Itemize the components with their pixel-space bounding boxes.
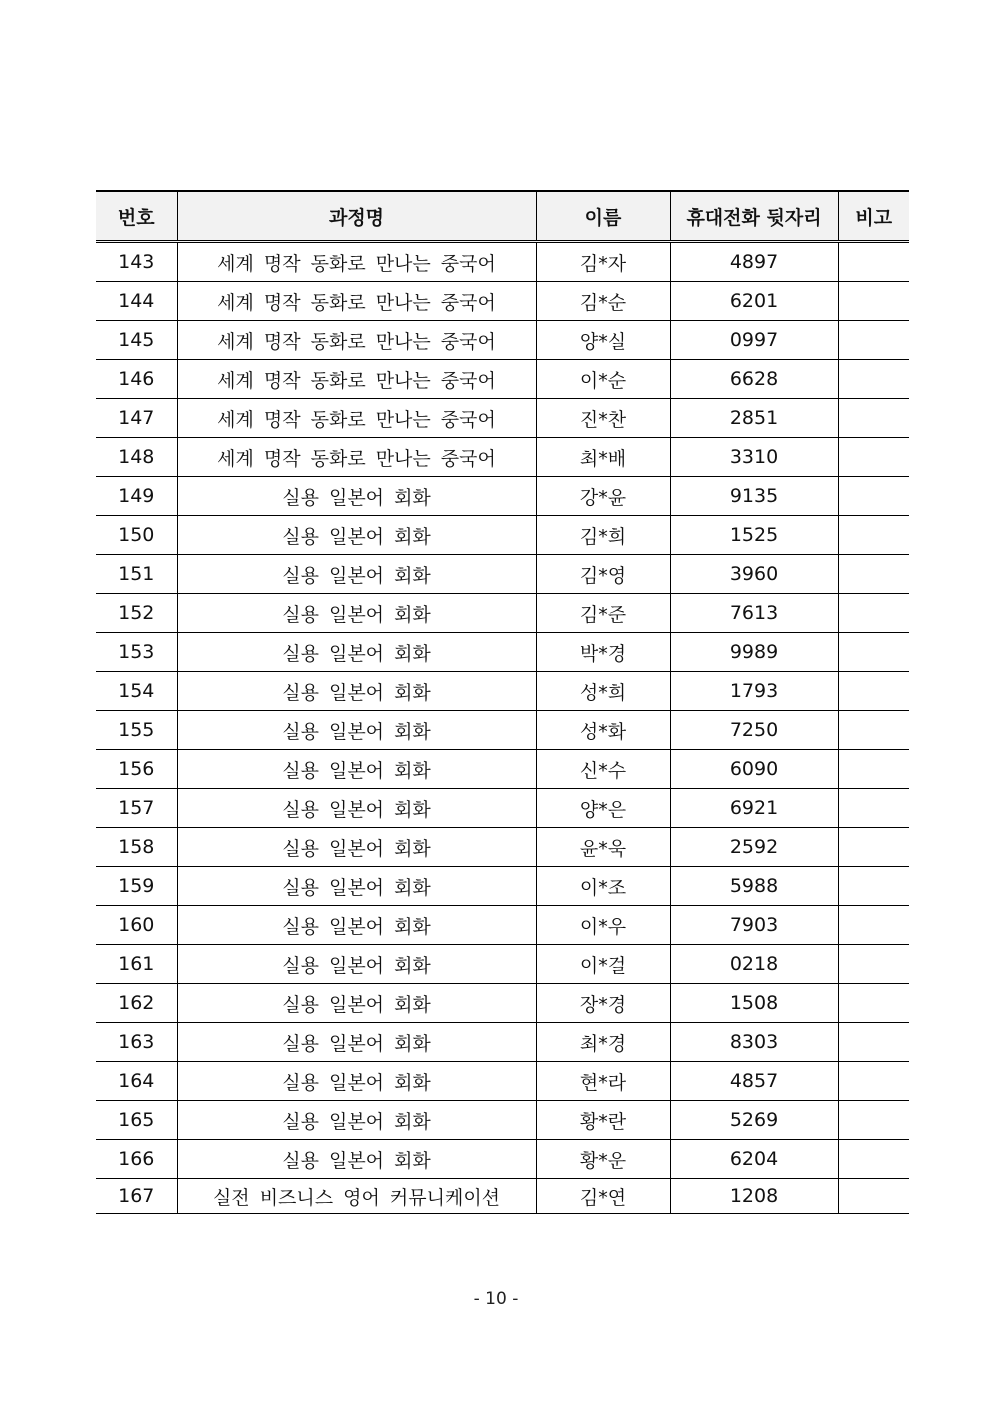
cell-phone-last: 3310 [670, 438, 838, 477]
cell-course: 실용 일본어 회화 [177, 672, 536, 711]
cell-name: 김*희 [536, 516, 670, 555]
cell-name: 황*운 [536, 1140, 670, 1179]
cell-number: 154 [96, 672, 177, 711]
cell-name: 김*준 [536, 594, 670, 633]
cell-course: 실용 일본어 회화 [177, 555, 536, 594]
cell-number: 153 [96, 633, 177, 672]
cell-number: 148 [96, 438, 177, 477]
cell-phone-last: 6204 [670, 1140, 838, 1179]
cell-course: 실전 비즈니스 영어 커뮤니케이션 [177, 1179, 536, 1214]
table-row [96, 242, 909, 282]
cell-course: 세계 명작 동화로 만나는 중국어 [177, 438, 536, 477]
cell-number: 155 [96, 711, 177, 750]
cell-number: 158 [96, 828, 177, 867]
cell-course: 실용 일본어 회화 [177, 789, 536, 828]
cell-name: 윤*욱 [536, 828, 670, 867]
cell-course: 실용 일본어 회화 [177, 906, 536, 945]
cell-note [838, 360, 909, 399]
cell-number: 160 [96, 906, 177, 945]
cell-name: 양*은 [536, 789, 670, 828]
cell-course: 실용 일본어 회화 [177, 1101, 536, 1140]
cell-phone-last: 5269 [670, 1101, 838, 1140]
cell-phone-last: 4897 [670, 242, 838, 282]
cell-number: 166 [96, 1140, 177, 1179]
cell-note [838, 555, 909, 594]
cell-note [838, 867, 909, 906]
cell-note [838, 633, 909, 672]
table-row [96, 633, 909, 672]
cell-note [838, 906, 909, 945]
cell-name: 양*실 [536, 321, 670, 360]
cell-phone-last: 6628 [670, 360, 838, 399]
cell-number: 150 [96, 516, 177, 555]
cell-name: 이*우 [536, 906, 670, 945]
cell-name: 장*경 [536, 984, 670, 1023]
table-row [96, 828, 909, 867]
cell-name: 김*순 [536, 282, 670, 321]
header-row [96, 191, 909, 242]
cell-number: 161 [96, 945, 177, 984]
cell-name: 최*경 [536, 1023, 670, 1062]
table-header [96, 191, 909, 242]
cell-note [838, 945, 909, 984]
cell-name: 현*라 [536, 1062, 670, 1101]
cell-phone-last: 1793 [670, 672, 838, 711]
cell-note [838, 242, 909, 282]
cell-phone-last: 0997 [670, 321, 838, 360]
cell-course: 세계 명작 동화로 만나는 중국어 [177, 360, 536, 399]
cell-number: 165 [96, 1101, 177, 1140]
header-note: 비고 [838, 191, 909, 242]
cell-number: 143 [96, 242, 177, 282]
cell-number: 151 [96, 555, 177, 594]
table-row [96, 945, 909, 984]
cell-number: 162 [96, 984, 177, 1023]
cell-number: 157 [96, 789, 177, 828]
cell-phone-last: 2851 [670, 399, 838, 438]
cell-note [838, 828, 909, 867]
cell-phone-last: 6921 [670, 789, 838, 828]
cell-phone-last: 9135 [670, 477, 838, 516]
cell-phone-last: 3960 [670, 555, 838, 594]
cell-course: 실용 일본어 회화 [177, 945, 536, 984]
cell-name: 황*란 [536, 1101, 670, 1140]
cell-name: 신*수 [536, 750, 670, 789]
cell-course: 실용 일본어 회화 [177, 516, 536, 555]
cell-name: 김*자 [536, 242, 670, 282]
cell-phone-last: 1508 [670, 984, 838, 1023]
cell-course: 실용 일본어 회화 [177, 867, 536, 906]
cell-course: 실용 일본어 회화 [177, 477, 536, 516]
cell-name: 성*화 [536, 711, 670, 750]
cell-number: 163 [96, 1023, 177, 1062]
cell-number: 147 [96, 399, 177, 438]
table-row [96, 555, 909, 594]
cell-name: 김*연 [536, 1179, 670, 1214]
cell-number: 149 [96, 477, 177, 516]
table-row [96, 711, 909, 750]
cell-number: 164 [96, 1062, 177, 1101]
cell-phone-last: 6090 [670, 750, 838, 789]
cell-note [838, 1179, 909, 1214]
page-number: - 10 - [473, 1289, 519, 1309]
cell-note [838, 516, 909, 555]
cell-number: 159 [96, 867, 177, 906]
table-row [96, 984, 909, 1023]
cell-name: 이*순 [536, 360, 670, 399]
cell-course: 실용 일본어 회화 [177, 1140, 536, 1179]
cell-note [838, 1101, 909, 1140]
cell-note [838, 672, 909, 711]
cell-course: 세계 명작 동화로 만나는 중국어 [177, 321, 536, 360]
cell-course: 실용 일본어 회화 [177, 1062, 536, 1101]
table-row [96, 594, 909, 633]
cell-note [838, 321, 909, 360]
cell-number: 146 [96, 360, 177, 399]
table-row [96, 1062, 909, 1101]
cell-phone-last: 8303 [670, 1023, 838, 1062]
cell-phone-last: 7250 [670, 711, 838, 750]
table-row [96, 1023, 909, 1062]
cell-note [838, 438, 909, 477]
cell-note [838, 1140, 909, 1179]
table-row [96, 1140, 909, 1179]
cell-note [838, 1023, 909, 1062]
table-row [96, 750, 909, 789]
cell-note [838, 1062, 909, 1101]
cell-course: 세계 명작 동화로 만나는 중국어 [177, 399, 536, 438]
cell-name: 강*윤 [536, 477, 670, 516]
table-body [96, 242, 909, 1214]
cell-phone-last: 6201 [670, 282, 838, 321]
table-row [96, 321, 909, 360]
table-row [96, 1101, 909, 1140]
cell-phone-last: 0218 [670, 945, 838, 984]
cell-course: 실용 일본어 회화 [177, 828, 536, 867]
header-number: 번호 [96, 191, 177, 242]
cell-name: 최*배 [536, 438, 670, 477]
table-row [96, 672, 909, 711]
header-name: 이름 [536, 191, 670, 242]
cell-number: 152 [96, 594, 177, 633]
cell-phone-last: 5988 [670, 867, 838, 906]
cell-name: 진*찬 [536, 399, 670, 438]
cell-course: 실용 일본어 회화 [177, 1023, 536, 1062]
cell-number: 156 [96, 750, 177, 789]
cell-phone-last: 7613 [670, 594, 838, 633]
cell-course: 세계 명작 동화로 만나는 중국어 [177, 282, 536, 321]
cell-name: 이*조 [536, 867, 670, 906]
table-row [96, 360, 909, 399]
table-row [96, 438, 909, 477]
cell-note [838, 594, 909, 633]
table-row [96, 906, 909, 945]
table-row [96, 477, 909, 516]
cell-course: 실용 일본어 회화 [177, 711, 536, 750]
cell-note [838, 984, 909, 1023]
cell-note [838, 477, 909, 516]
header-phone-last: 휴대전화 뒷자리 [670, 191, 838, 242]
table-row [96, 789, 909, 828]
cell-name: 성*희 [536, 672, 670, 711]
cell-phone-last: 9989 [670, 633, 838, 672]
cell-note [838, 750, 909, 789]
cell-number: 145 [96, 321, 177, 360]
cell-name: 김*영 [536, 555, 670, 594]
cell-phone-last: 4857 [670, 1062, 838, 1101]
cell-note [838, 711, 909, 750]
cell-name: 이*걸 [536, 945, 670, 984]
table-row [96, 399, 909, 438]
table-row [96, 282, 909, 321]
cell-course: 실용 일본어 회화 [177, 633, 536, 672]
cell-phone-last: 1525 [670, 516, 838, 555]
cell-note [838, 399, 909, 438]
header-course: 과정명 [177, 191, 536, 242]
table-row [96, 867, 909, 906]
cell-phone-last: 7903 [670, 906, 838, 945]
cell-phone-last: 2592 [670, 828, 838, 867]
cell-note [838, 789, 909, 828]
cell-number: 167 [96, 1179, 177, 1214]
cell-name: 박*경 [536, 633, 670, 672]
cell-note [838, 282, 909, 321]
cell-course: 세계 명작 동화로 만나는 중국어 [177, 242, 536, 282]
cell-number: 144 [96, 282, 177, 321]
cell-course: 실용 일본어 회화 [177, 984, 536, 1023]
cell-course: 실용 일본어 회화 [177, 594, 536, 633]
cell-phone-last: 1208 [670, 1179, 838, 1214]
table-row [96, 516, 909, 555]
table-row [96, 1179, 909, 1214]
enrollment-table [96, 190, 909, 1214]
cell-course: 실용 일본어 회화 [177, 750, 536, 789]
